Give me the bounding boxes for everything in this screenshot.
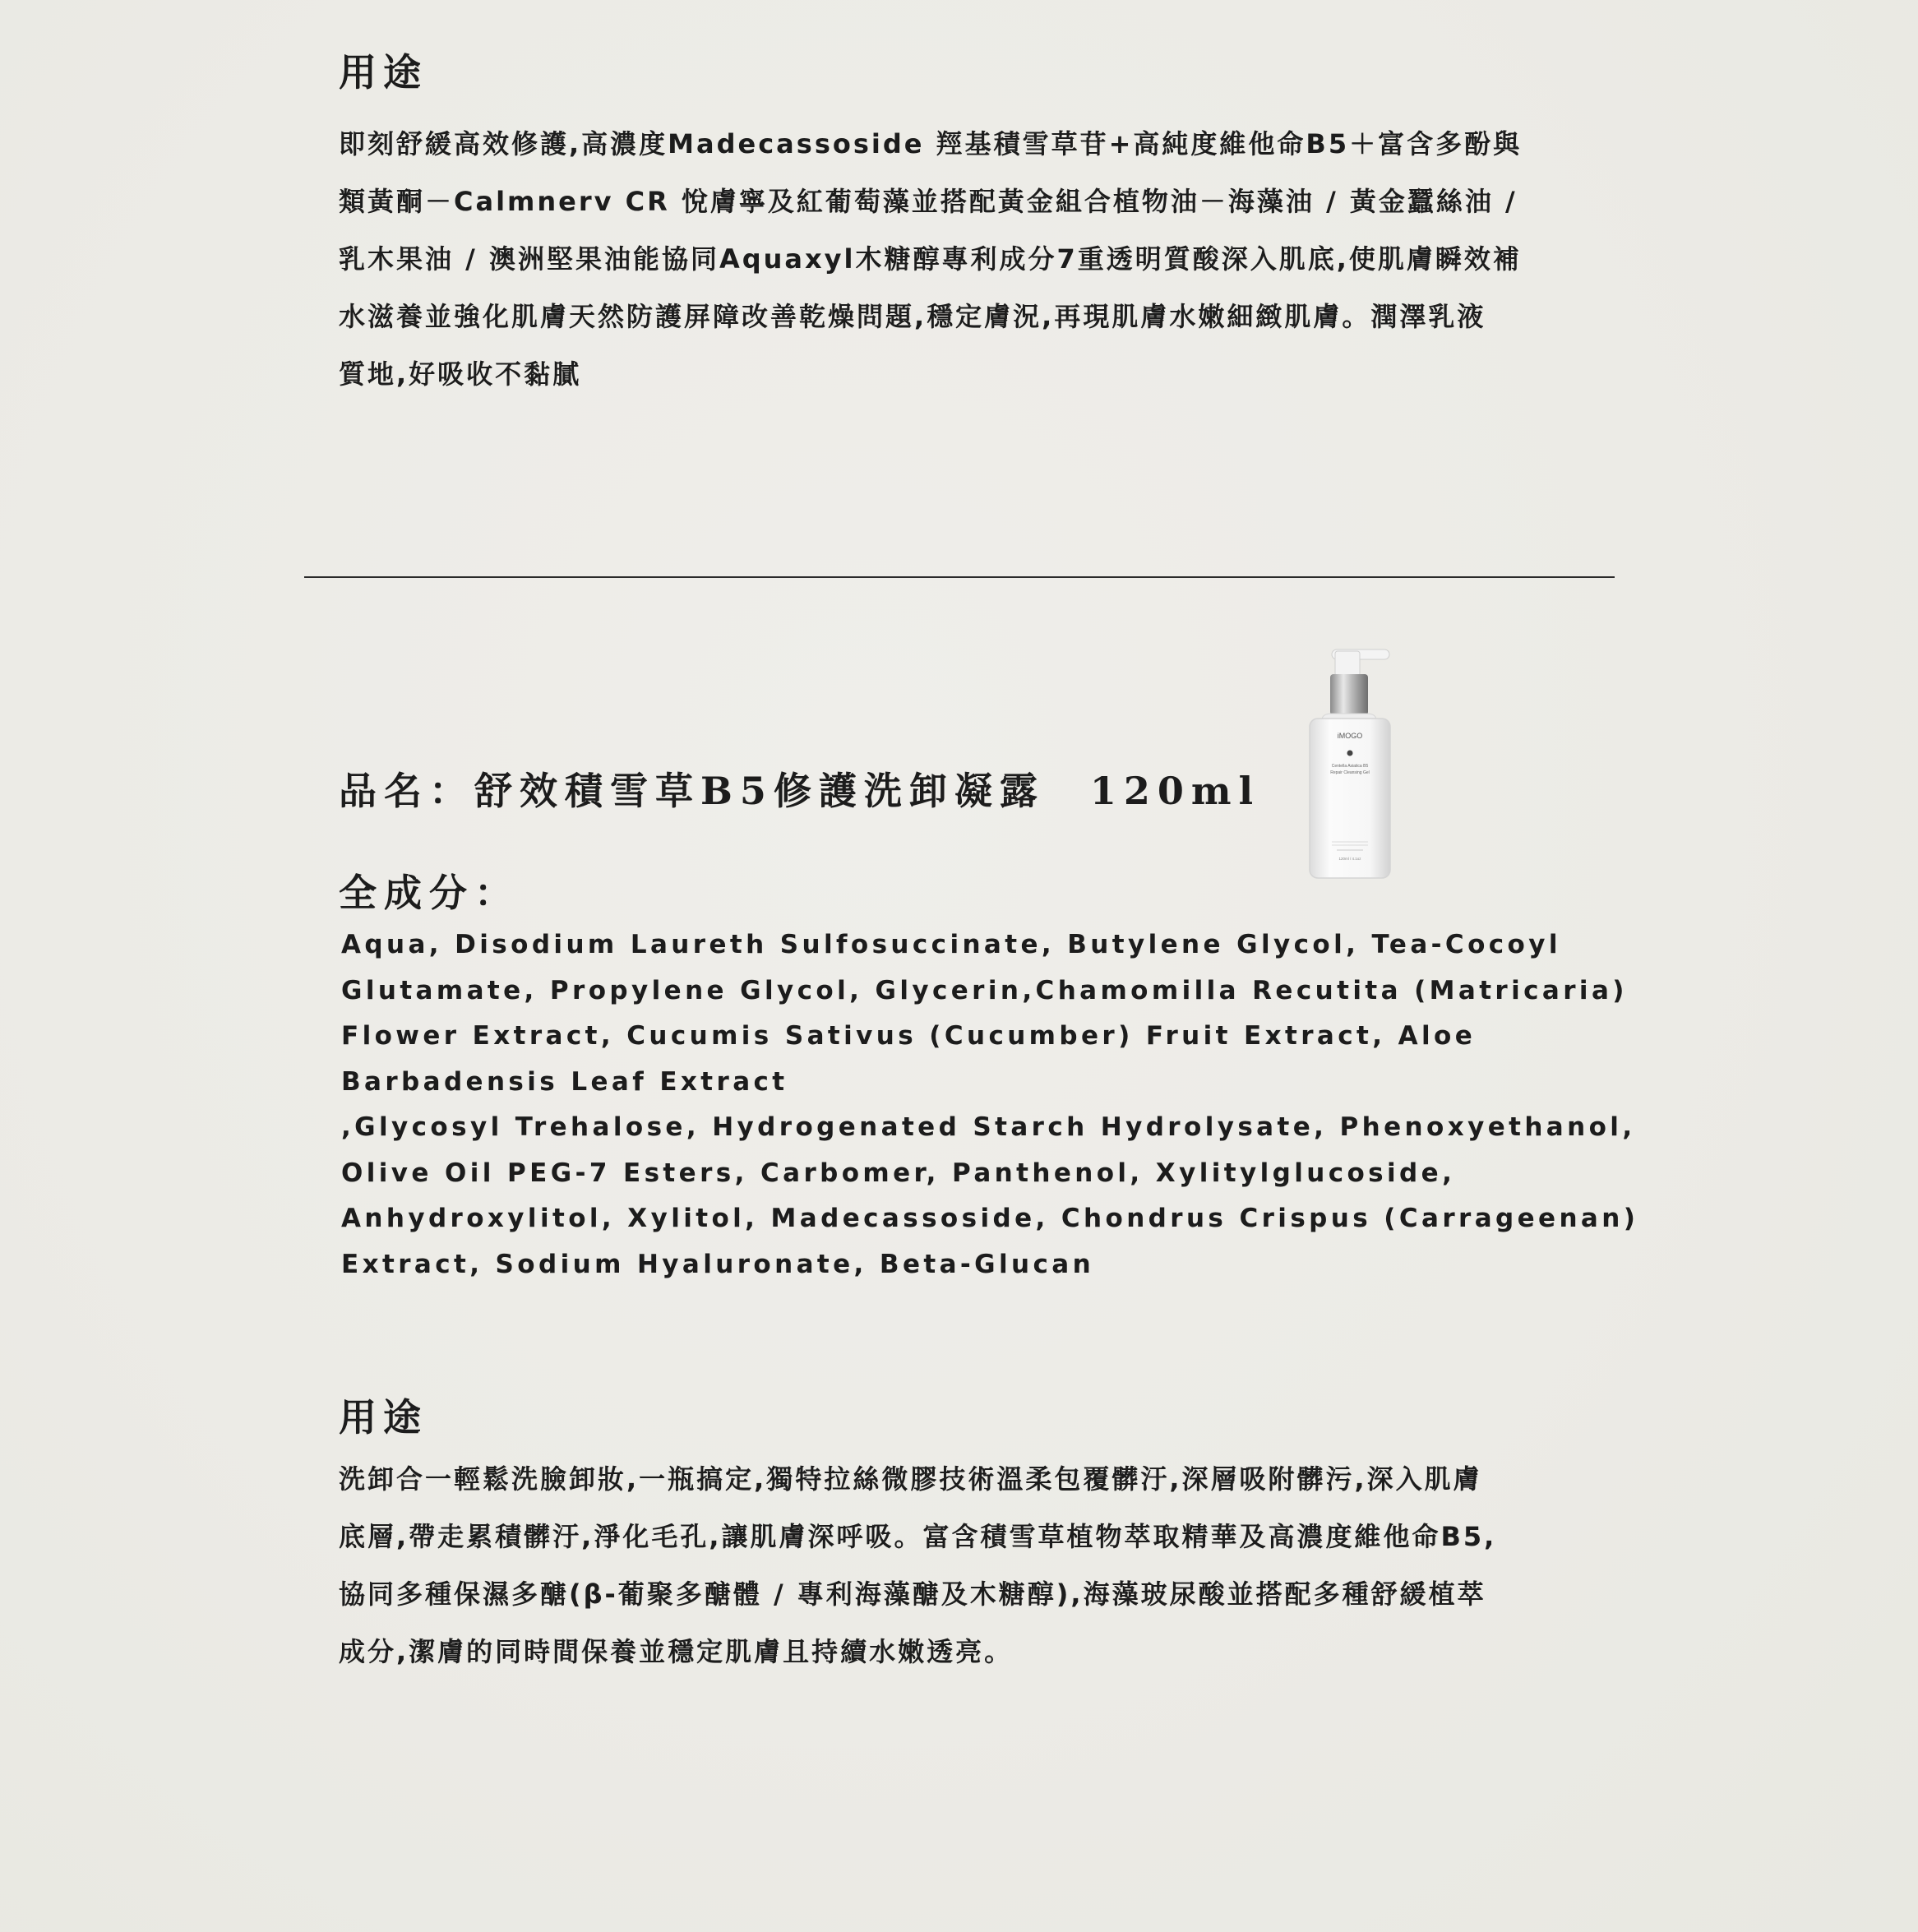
bottle-volume-text: 120ml / 4.1oz xyxy=(1338,857,1361,861)
usage-line: 乳木果油 / 澳洲堅果油能協同Aquaxyl木糖醇專利成分7重透明質酸深入肌底,使肌膚瞬效補 xyxy=(339,243,1522,275)
ingredients-line: Anhydroxylitol, Xylitol, Madecassoside, Chondrus Crispus (Carrageenan) xyxy=(341,1204,1639,1233)
usage-line: 即刻舒緩高效修護,高濃度Madecassoside 羥基積雪草苷+高純度維他命B5＋富含多酚與 xyxy=(339,128,1523,159)
usage-line: 水滋養並強化肌膚天然防護屏障改善乾燥問題,穩定膚況,再現肌膚水嫩細緻肌膚。潤澤乳液 xyxy=(339,301,1486,332)
section-divider xyxy=(304,576,1615,578)
usage-paragraph-1 xyxy=(339,115,1621,403)
bottle-cap xyxy=(1330,674,1368,715)
usage-line: 協同多種保濕多醣(β-葡聚多醣體 / 專利海藻醣及木糖醇),海藻玻尿酸並搭配多種舒緩植萃 xyxy=(339,1578,1486,1610)
ingredients-heading: 全成分： xyxy=(339,871,520,915)
usage-heading-1: 用途 xyxy=(339,50,428,95)
product-name: 品名：舒效積雪草B5修護洗卸凝露 120ml xyxy=(339,769,1261,813)
ingredients-line: Flower Extract, Cucumis Sativus (Cucumber) Fruit Extract, Aloe xyxy=(341,1021,1477,1051)
bottle-body xyxy=(1310,719,1390,878)
usage-line: 底層,帶走累積髒汙,淨化毛孔,讓肌膚深呼吸。富含積雪草植物萃取精華及高濃度維他命B5, xyxy=(339,1521,1497,1552)
product-bottle-image xyxy=(1307,643,1406,890)
ingredients-line: Aqua, Disodium Laureth Sulfosuccinate, Butylene Glycol, Tea-Cocoyl xyxy=(341,930,1561,959)
bottle-label-line2: Repair Cleansing Gel xyxy=(1330,770,1370,775)
usage-line: 類黃酮－Calmnerv CR 悅膚寧及紅葡萄藻並搭配黃金組合植物油－海藻油 / 黃金蠶絲油 / xyxy=(339,186,1518,217)
usage-line: 洗卸合一輕鬆洗臉卸妝,一瓶搞定,獨特拉絲微膠技術溫柔包覆髒汙,深層吸附髒污,深入肌膚 xyxy=(339,1463,1482,1495)
usage-paragraph-2 xyxy=(339,1450,1621,1680)
usage-heading-2: 用途 xyxy=(339,1395,428,1440)
ingredients-line: Barbadensis Leaf Extract xyxy=(341,1066,788,1097)
bottle-brand-text: iMOGO xyxy=(1337,732,1363,740)
ingredients-line: Glutamate, Propylene Glycol, Glycerin,Chamomilla Recutita (Matricaria) xyxy=(341,975,1628,1005)
bottle-label-line1: Centella Asiatica B5 xyxy=(1331,764,1369,769)
ingredients-line: Extract, Sodium Hyaluronate, Beta-Glucan xyxy=(341,1249,1095,1279)
ingredients-line: Olive Oil PEG-7 Esters, Carbomer, Panthenol, Xylitylglucoside, xyxy=(341,1158,1456,1188)
bottle-logo-dot xyxy=(1347,751,1353,756)
ingredients-line: ,Glycosyl Trehalose, Hydrogenated Starch Hydrolysate, Phenoxyethanol, xyxy=(341,1112,1636,1142)
ingredients-list xyxy=(341,922,1639,1287)
usage-line: 質地,好吸收不黏膩 xyxy=(339,358,582,390)
usage-line: 成分,潔膚的同時間保養並穩定肌膚且持續水嫩透亮。 xyxy=(339,1636,1014,1667)
